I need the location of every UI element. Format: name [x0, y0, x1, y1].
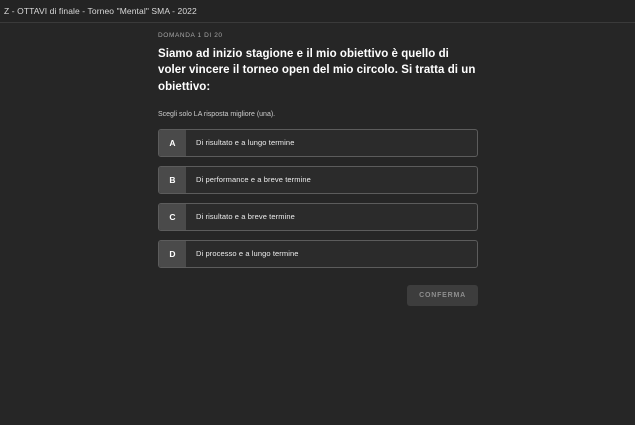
confirm-button[interactable]: CONFERMA — [407, 285, 478, 306]
answer-option-a[interactable] — [158, 129, 478, 157]
question-text: Siamo ad inizio stagione e il mio obiettivo è quello di voler vincere il torneo open del mio circolo. Si tratta di un obiettivo: — [158, 48, 476, 93]
question-counter: DOMANDA 1 DI 20 — [158, 32, 223, 39]
confirm-row — [158, 285, 478, 306]
answer-option-c[interactable] — [158, 203, 478, 231]
option-label-a: Di risultato e a lungo termine — [196, 138, 295, 148]
question-panel — [158, 32, 478, 306]
option-label-d: Di processo e a lungo termine — [196, 249, 299, 259]
window-titlebar — [0, 0, 635, 22]
option-label-b: Di performance e a breve termine — [196, 175, 311, 185]
option-letter-d: D — [159, 241, 186, 267]
option-letter-a: A — [159, 130, 186, 156]
answer-option-d[interactable] — [158, 240, 478, 268]
option-letter-b: B — [159, 167, 186, 193]
option-label-c: Di risultato e a breve termine — [196, 212, 295, 222]
window-title: Z - OTTAVI di finale - Torneo "Mental" SMA - 2022 — [4, 6, 197, 16]
answer-options-list — [158, 129, 478, 268]
answer-option-b[interactable] — [158, 166, 478, 194]
option-letter-c: C — [159, 204, 186, 230]
titlebar-divider — [0, 22, 635, 23]
question-instruction: Scegli solo LA risposta migliore (una). — [158, 110, 276, 118]
